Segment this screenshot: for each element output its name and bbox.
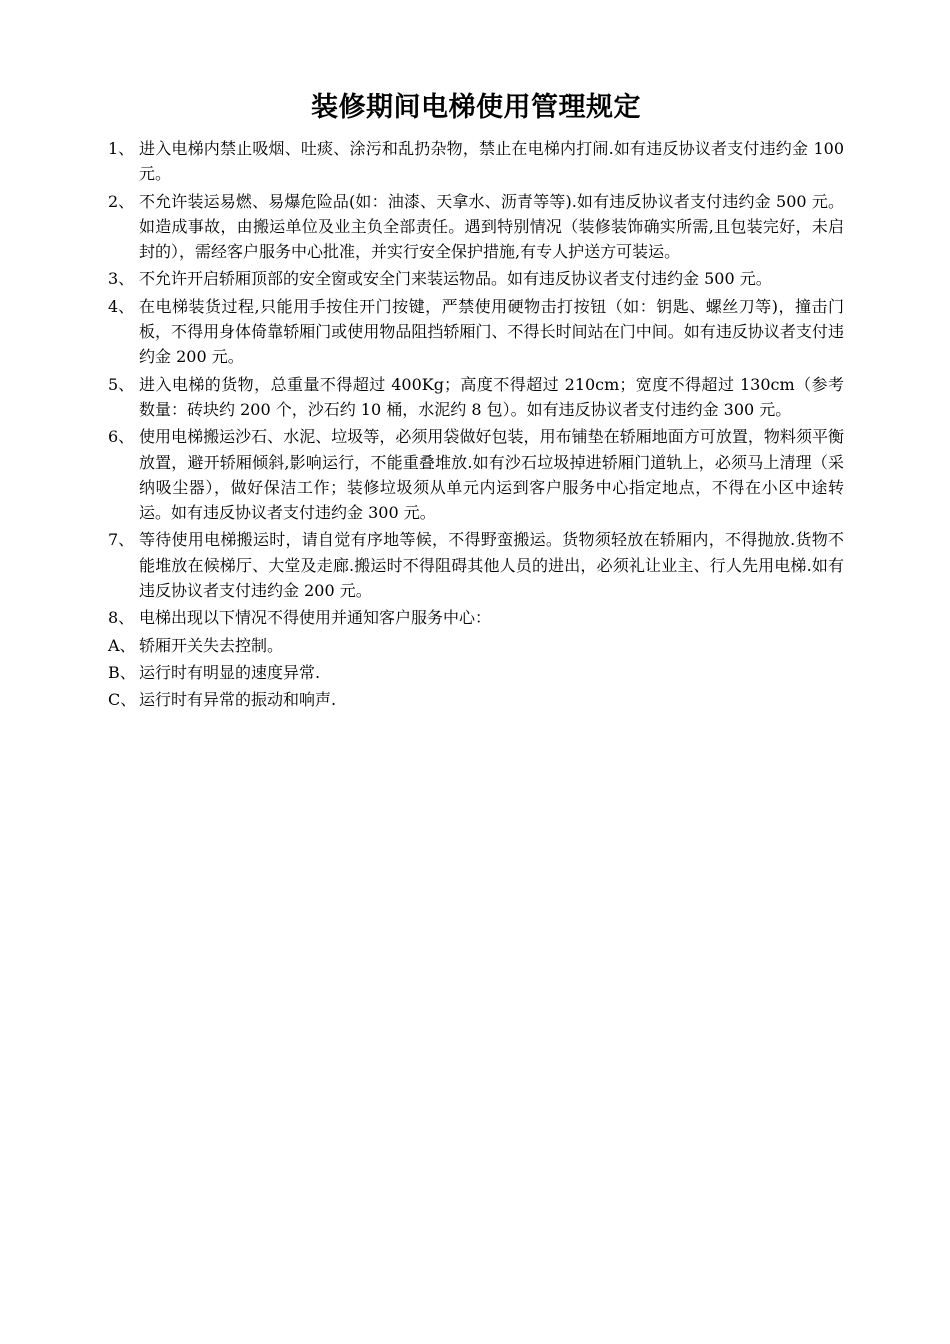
rule-number: 8、 xyxy=(108,608,135,628)
rule-text: 在电梯装货过程,只能用手按住开门按键，严禁使用硬物击打按钮（如：钥匙、螺丝刀等)，撞击门板，不得用身体倚靠轿厢门或使用物品阻挡轿厢门、不得长时间站在门中间。如有违反协议者支付违约金 200 元。 xyxy=(139,296,844,367)
rule-number: 3、 xyxy=(108,269,135,289)
rule-text: 轿厢开关失去控制。 xyxy=(139,635,284,655)
rule-item-4 xyxy=(108,294,844,370)
rule-number: 4、 xyxy=(108,296,135,316)
rule-number: 5、 xyxy=(108,374,135,394)
rule-number: 7、 xyxy=(108,530,135,550)
rule-number: 6、 xyxy=(108,427,135,447)
rule-item-1 xyxy=(108,136,844,187)
rule-number: A、 xyxy=(108,635,136,655)
rule-text: 电梯出现以下情况不得使用并通知客户服务中心： xyxy=(139,608,492,628)
rule-text: 运行时有明显的速度异常. xyxy=(139,662,321,682)
document-page xyxy=(108,88,844,715)
rule-number: 1、 xyxy=(108,139,135,158)
rule-item-a xyxy=(108,633,844,658)
rule-item-8 xyxy=(108,605,844,630)
rule-number: B、 xyxy=(108,662,136,682)
rule-item-c xyxy=(108,687,844,712)
rule-number: 2、 xyxy=(108,191,135,211)
document-title: 装修期间电梯使用管理规定 xyxy=(311,92,641,123)
rule-text: 运行时有异常的振动和响声. xyxy=(139,690,337,710)
rule-item-2 xyxy=(108,189,844,265)
rule-item-b xyxy=(108,660,844,685)
rule-item-5 xyxy=(108,372,844,423)
rule-item-6 xyxy=(108,424,844,525)
rule-text: 等待使用电梯搬运时，请自觉有序地等候，不得野蛮搬运。货物须轻放在轿厢内，不得抛放.货物不能堆放在候梯厅、大堂及走廊.搬运时不得阻碍其他人员的进出，必须礼让业主、行人先用电梯.如有违反协议者支付违约金 200 元。 xyxy=(139,530,844,601)
rule-text: 使用电梯搬运沙石、水泥、垃圾等，必须用袋做好包装，用布铺垫在轿厢地面方可放置，物料须平衡放置，避开轿厢倾斜,影响运行，不能重叠堆放.如有沙石垃圾掉进轿厢门道轨上，必须马上清理（采纳吸尘器），做好保洁工作；装修垃圾须从单元内运到客户服务中心指定地点，不得在小区中途转运。如有违反协议者支付违约金 300 元。 xyxy=(139,427,844,523)
rule-item-7 xyxy=(108,527,844,603)
rules-list xyxy=(108,136,844,713)
rule-text: 不允许装运易燃、易爆危险品(如：油漆、天拿水、沥青等等).如有违反协议者支付违约金 500 元。如造成事故，由搬运单位及业主负全部责任。遇到特别情况（装修装饰确实所需,且包装完好，未启封的），需经客户服务中心批准，并实行安全保护措施,有专人护送方可装运。 xyxy=(139,191,844,262)
rule-item-3 xyxy=(108,266,844,291)
rule-text: 进入电梯的货物，总重量不得超过 400Kg；高度不得超过 210cm；宽度不得超过 130cm（参考数量：砖块约 200 个，沙石约 10 桶，水泥约 8 包）。如有违反协议者支付违约金 300 元。 xyxy=(139,374,844,419)
rule-text: 进入电梯内禁止吸烟、吐痰、涂污和乱扔杂物，禁止在电梯内打闹.如有违反协议者支付违约金 100 元。 xyxy=(139,139,844,184)
rule-number: C、 xyxy=(108,690,137,710)
rule-text: 不允许开启轿厢顶部的安全窗或安全门来装运物品。如有违反协议者支付违约金 500 元。 xyxy=(139,269,772,289)
